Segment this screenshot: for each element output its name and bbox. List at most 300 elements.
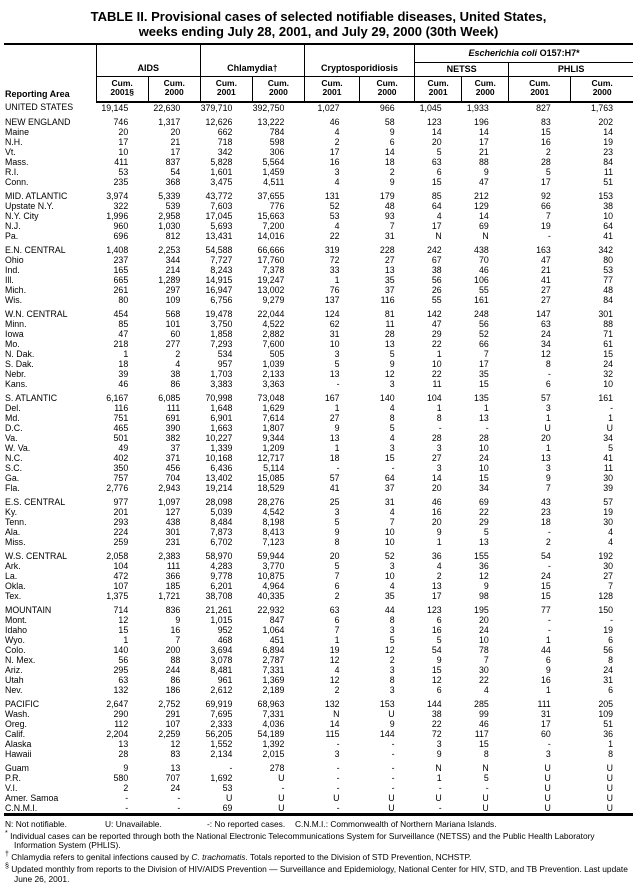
value-cell: 4 — [483, 684, 489, 695]
value-cell: 123 — [426, 604, 442, 615]
value-cell: 76 — [329, 284, 340, 295]
table-row — [4, 497, 633, 507]
reporting-area-cell: Conn. — [5, 176, 29, 187]
reporting-area-cell: W.S. CENTRAL — [5, 550, 68, 561]
reporting-area-cell: UNITED STATES — [5, 102, 74, 112]
value-cell: 13 — [431, 580, 442, 591]
value-cell: U — [278, 802, 285, 813]
value-cell: 3 — [334, 348, 340, 359]
value-cell: 41 — [541, 274, 551, 285]
value-cell: 24 — [541, 570, 551, 581]
value-cell: U — [544, 772, 551, 783]
value-cell: 6,702 — [210, 536, 233, 547]
value-cell: 8 — [389, 614, 395, 625]
table-row — [4, 739, 633, 749]
value-cell: 1 — [545, 442, 551, 453]
value-cell: 35 — [384, 274, 395, 285]
value-cell: 56 — [431, 274, 442, 285]
value-cell: 47 — [431, 318, 442, 329]
value-cell: 59,944 — [257, 550, 285, 561]
value-cell: 57 — [329, 472, 340, 483]
value-cell: 19 — [603, 506, 613, 517]
table-row — [4, 675, 633, 685]
value-cell: 99 — [478, 708, 489, 719]
value-cell: 28,098 — [205, 496, 233, 507]
value-cell: 20 — [431, 516, 442, 527]
value-cell: 9 — [389, 126, 395, 137]
value-cell: 3 — [334, 166, 340, 177]
value-cell: 47 — [118, 328, 129, 339]
value-cell: 784 — [269, 126, 285, 137]
value-cell: 6 — [436, 614, 442, 625]
value-cell: 6 — [334, 580, 340, 591]
value-cell: 38 — [170, 368, 181, 379]
value-cell: 46 — [478, 718, 489, 729]
value-cell: 4 — [175, 358, 181, 369]
value-cell: 64 — [384, 472, 395, 483]
value-cell: 10 — [478, 634, 489, 645]
value-cell: 1 — [334, 634, 340, 645]
value-cell: 6 — [436, 166, 442, 177]
value-cell: 22 — [329, 230, 340, 241]
reporting-area-cell: Tenn. — [5, 516, 27, 527]
value-cell: 297 — [165, 284, 181, 295]
value-cell: 53 — [329, 210, 340, 221]
value-cell: 25 — [329, 496, 340, 507]
value-cell: 5 — [389, 422, 395, 433]
value-cell: 8,413 — [262, 526, 285, 537]
value-cell: 27 — [431, 452, 442, 463]
table-row — [4, 157, 633, 167]
cum-header: Cum. 2001 — [415, 76, 462, 102]
value-cell: 21 — [170, 136, 181, 147]
value-cell: 21 — [478, 146, 489, 157]
value-cell: 179 — [379, 190, 395, 201]
value-cell: 13,222 — [257, 116, 285, 127]
value-cell: 2 — [123, 782, 129, 793]
value-cell: 38 — [431, 708, 442, 719]
value-cell: 19,478 — [205, 308, 233, 319]
value-cell: 1,552 — [210, 738, 233, 749]
value-cell: 44 — [541, 644, 551, 655]
value-cell: 104 — [113, 560, 129, 571]
cum-header: Cum. 2001 — [304, 76, 359, 102]
value-cell: 2,058 — [106, 550, 129, 561]
notifiable-diseases-table — [4, 43, 633, 816]
value-cell: 4,542 — [262, 506, 285, 517]
value-cell: 5,693 — [210, 220, 233, 231]
value-cell: 9 — [436, 654, 442, 665]
legend-unavailable: U: Unavailable. — [105, 818, 162, 829]
value-cell: 27 — [541, 284, 551, 295]
value-cell: 12,626 — [205, 116, 233, 127]
value-cell: N — [435, 762, 442, 773]
value-cell: 10 — [384, 570, 395, 581]
value-cell: 18,529 — [257, 482, 285, 493]
value-cell: - — [547, 526, 551, 537]
value-cell: 746 — [113, 116, 129, 127]
value-cell: 12 — [384, 644, 395, 655]
value-cell: 2,647 — [106, 698, 129, 709]
value-cell: 366 — [165, 570, 181, 581]
value-cell: 31 — [541, 708, 551, 719]
value-cell: - — [229, 762, 233, 773]
value-cell: 12 — [329, 674, 340, 685]
value-cell: 30 — [603, 516, 613, 527]
table-row — [4, 339, 633, 349]
value-cell: 6,085 — [158, 392, 181, 403]
table-row — [4, 517, 633, 527]
reporting-area-cell: S.C. — [5, 462, 23, 473]
value-cell: 68,963 — [257, 698, 285, 709]
value-cell: 665 — [113, 274, 129, 285]
value-cell: - — [485, 422, 489, 433]
value-cell: 47 — [541, 254, 551, 265]
value-cell: 278 — [269, 762, 285, 773]
value-cell: 112 — [114, 718, 129, 729]
table-row — [4, 749, 633, 759]
value-cell: 1 — [608, 738, 613, 749]
value-cell: 539 — [165, 200, 181, 211]
value-cell: 662 — [217, 126, 233, 137]
value-cell: 10 — [329, 338, 340, 349]
value-cell: 7 — [483, 348, 489, 359]
value-cell: 54,189 — [257, 728, 285, 739]
value-cell: 14 — [603, 126, 613, 137]
value-cell: 17 — [329, 146, 340, 157]
reporting-area-cell: D.C. — [5, 422, 23, 433]
value-cell: 17 — [170, 146, 181, 157]
value-cell: 718 — [217, 136, 233, 147]
value-cell: 13,402 — [205, 472, 233, 483]
group-header-aids: AIDS — [96, 62, 200, 76]
value-cell: 31 — [384, 230, 395, 241]
reporting-area-cell: Nev. — [5, 684, 23, 695]
reporting-area-cell: Amer. Samoa — [5, 792, 59, 803]
value-cell: 4 — [389, 580, 395, 591]
table-row — [4, 423, 633, 433]
value-cell: 966 — [379, 102, 395, 113]
ecoli-italic-label: Escherichia coli — [468, 48, 538, 59]
value-cell: 18 — [118, 358, 129, 369]
reporting-area-cell: Mass. — [5, 156, 29, 167]
value-cell: 7,293 — [210, 338, 233, 349]
value-cell: 1,648 — [210, 402, 233, 413]
table-row — [4, 443, 633, 453]
value-cell: 472 — [113, 570, 129, 581]
value-cell: 201 — [113, 506, 129, 517]
table-row — [4, 463, 633, 473]
value-cell: 757 — [113, 472, 129, 483]
value-cell: 10 — [431, 358, 442, 369]
table-row — [4, 255, 633, 265]
value-cell: U — [606, 422, 613, 433]
reporting-area-cell: S. ATLANTIC — [5, 392, 58, 403]
value-cell: U — [606, 792, 613, 803]
reporting-area-cell: NEW ENGLAND — [5, 116, 71, 127]
reporting-area-cell: Oreg. — [5, 718, 28, 729]
value-cell: 24 — [170, 782, 181, 793]
value-cell: 1,807 — [262, 422, 285, 433]
value-cell: 38,708 — [205, 590, 233, 601]
value-cell: 9 — [545, 664, 551, 675]
reporting-area-cell: Colo. — [5, 644, 26, 655]
value-cell: 31 — [329, 328, 340, 339]
value-cell: 3 — [545, 748, 551, 759]
value-cell: 1,064 — [262, 624, 285, 635]
value-cell: 28,276 — [257, 496, 285, 507]
value-cell: 5 — [436, 146, 442, 157]
reporting-area-cell: Kans. — [5, 378, 28, 389]
value-cell: 390 — [165, 422, 181, 433]
value-cell: 6 — [436, 684, 442, 695]
value-cell: 5 — [608, 442, 613, 453]
value-cell: 16,947 — [205, 284, 233, 295]
value-cell: 53 — [222, 782, 233, 793]
value-cell: 9 — [436, 526, 442, 537]
value-cell: 46 — [478, 264, 489, 275]
value-cell: 20 — [431, 136, 442, 147]
table-row — [4, 551, 633, 561]
reporting-area-cell: Ill. — [5, 274, 14, 285]
value-cell: 1 — [545, 684, 551, 695]
table-row — [4, 473, 633, 483]
value-cell: 5,339 — [158, 190, 181, 201]
value-cell: 29 — [478, 516, 489, 527]
value-cell: 71 — [603, 328, 613, 339]
reporting-area-cell: Alaska — [5, 738, 32, 749]
value-cell: 86 — [170, 378, 181, 389]
value-cell: 6,756 — [210, 294, 233, 305]
value-cell: 10 — [384, 536, 395, 547]
value-cell: 19 — [603, 136, 613, 147]
value-cell: 104 — [426, 392, 442, 403]
value-cell: 17 — [118, 136, 129, 147]
value-cell: 342 — [598, 244, 613, 255]
value-cell: 52 — [329, 200, 340, 211]
value-cell: 1,601 — [210, 166, 233, 177]
table-row — [4, 117, 633, 127]
value-cell: 2 — [389, 654, 395, 665]
value-cell: 7,123 — [262, 536, 285, 547]
value-cell: - — [177, 792, 181, 803]
value-cell: 46 — [118, 378, 129, 389]
value-cell: 301 — [598, 308, 613, 319]
value-cell: 51 — [603, 718, 613, 729]
value-cell: 28 — [478, 432, 489, 443]
value-cell: 277 — [165, 338, 181, 349]
value-cell: U — [278, 792, 285, 803]
value-cell: 291 — [165, 708, 181, 719]
value-cell: 49 — [118, 442, 129, 453]
value-cell: 2,383 — [158, 550, 181, 561]
value-cell: 2 — [175, 348, 181, 359]
value-cell: 195 — [474, 604, 489, 615]
value-cell: - — [610, 402, 613, 413]
value-cell: 83 — [541, 116, 551, 127]
legend-no-reported-cases: -: No reported cases. — [207, 818, 286, 829]
value-cell: U — [606, 802, 613, 813]
value-cell: 29 — [431, 328, 442, 339]
legend-row — [5, 819, 632, 829]
value-cell: 16 — [541, 674, 551, 685]
value-cell: 1,763 — [590, 102, 613, 113]
value-cell: 707 — [165, 772, 181, 783]
value-cell: 1,858 — [210, 328, 233, 339]
value-cell: 41 — [329, 482, 340, 493]
value-cell: 15 — [478, 378, 489, 389]
value-cell: 468 — [217, 634, 233, 645]
value-cell: 22 — [431, 368, 442, 379]
value-cell: 2,882 — [262, 328, 285, 339]
value-cell: 34 — [478, 482, 489, 493]
value-cell: 244 — [165, 664, 181, 675]
value-cell: 38 — [603, 200, 613, 211]
value-cell: 16 — [431, 624, 442, 635]
value-cell: 6,901 — [210, 412, 233, 423]
value-cell: 9,279 — [262, 294, 285, 305]
reporting-area-cell: R.I. — [5, 166, 19, 177]
value-cell: 3,078 — [210, 654, 233, 665]
table-row — [4, 729, 633, 739]
value-cell: - — [336, 762, 340, 773]
value-cell: 454 — [113, 308, 129, 319]
value-cell: 5 — [436, 634, 442, 645]
value-cell: 27 — [541, 294, 551, 305]
value-cell: 66 — [541, 200, 551, 211]
value-cell: 438 — [165, 516, 181, 527]
value-cell: 2,958 — [158, 210, 181, 221]
value-cell: 411 — [114, 156, 129, 167]
value-cell: 295 — [113, 664, 129, 675]
value-cell: 24 — [541, 328, 551, 339]
value-cell: 52 — [478, 328, 489, 339]
value-cell: 4,511 — [263, 176, 285, 187]
value-cell: 80 — [603, 254, 613, 265]
value-cell: 12 — [170, 738, 181, 749]
value-cell: 106 — [474, 274, 489, 285]
value-cell: 78 — [478, 644, 489, 655]
reporting-area-cell: Idaho — [5, 624, 28, 635]
page-title-line2: weeks ending July 28, 2001, and July 29, 2000 (30th Week) — [138, 24, 499, 39]
cum-header: Cum. 2000 — [252, 76, 304, 102]
value-cell: 22 — [431, 718, 442, 729]
value-cell: 72 — [431, 728, 442, 739]
value-cell: 73,048 — [257, 392, 285, 403]
value-cell: 64 — [603, 220, 613, 231]
value-cell: 17 — [431, 590, 442, 601]
value-cell: 60 — [170, 328, 181, 339]
table-row — [4, 803, 633, 815]
value-cell: 691 — [165, 412, 181, 423]
value-cell: 8 — [436, 412, 442, 423]
ecoli-rest-label: O157:H7* — [537, 48, 580, 59]
value-cell: 1,339 — [210, 442, 233, 453]
reporting-area-cell: W. Va. — [5, 442, 31, 453]
page-title — [0, 0, 637, 39]
value-cell: 7,331 — [262, 664, 285, 675]
reporting-area-cell: Vt. — [5, 146, 16, 157]
table-row — [4, 329, 633, 339]
value-cell: 1 — [436, 402, 442, 413]
value-cell: 62 — [329, 318, 340, 329]
value-cell: 15 — [603, 348, 613, 359]
value-cell: - — [391, 748, 395, 759]
value-cell: 20 — [118, 126, 129, 137]
value-cell: 51 — [603, 176, 613, 187]
value-cell: 9 — [483, 580, 489, 591]
value-cell: 598 — [269, 136, 285, 147]
footnote-section: § Updated monthly from reports to the Division of HIV/AIDS Prevention — Surveillance and Epidemiology, National Center for HIV, STD, and TB Prevention. Last update June 26, 2001. — [5, 863, 628, 884]
value-cell: 155 — [474, 550, 489, 561]
group-header-chlamydia: Chlamydia† — [200, 62, 304, 76]
value-cell: 1,996 — [106, 210, 129, 221]
value-cell: 2,787 — [262, 654, 285, 665]
value-cell: 5 — [389, 348, 395, 359]
value-cell: 15 — [478, 738, 489, 749]
value-cell: 293 — [113, 516, 129, 527]
value-cell: 84 — [603, 156, 613, 167]
value-cell: - — [336, 462, 340, 473]
value-cell: - — [391, 782, 395, 793]
reporting-area-cell: Calif. — [5, 728, 26, 739]
reporting-area-cell: N. Dak. — [5, 348, 35, 359]
value-cell: 161 — [598, 392, 613, 403]
value-cell: 15 — [384, 452, 395, 463]
value-cell: 8 — [389, 412, 395, 423]
value-cell: 1 — [608, 412, 613, 423]
value-cell: 24 — [603, 358, 613, 369]
table-row — [4, 773, 633, 783]
value-cell: N — [435, 230, 442, 241]
cum-header: Cum. 2001§ — [96, 76, 148, 102]
value-cell: 1 — [334, 402, 340, 413]
reporting-area-cell: N. Mex. — [5, 654, 36, 665]
reporting-area-cell: Mich. — [5, 284, 27, 295]
value-cell: 17 — [541, 176, 551, 187]
value-cell: 22 — [478, 506, 489, 517]
value-cell: - — [336, 802, 340, 813]
reporting-area-cell: Okla. — [5, 580, 26, 591]
table-row — [4, 615, 633, 625]
value-cell: 66 — [478, 338, 489, 349]
value-cell: 70 — [478, 254, 489, 265]
value-cell: 22,044 — [257, 308, 285, 319]
value-cell: 1,369 — [262, 674, 285, 685]
value-cell: 3 — [389, 378, 395, 389]
value-cell: 1 — [545, 634, 551, 645]
value-cell: 371 — [165, 452, 181, 463]
value-cell: 6,167 — [106, 392, 129, 403]
value-cell: 39 — [603, 482, 613, 493]
value-cell: - — [391, 772, 395, 783]
reporting-area-cell: Guam — [5, 762, 29, 773]
table-row — [4, 285, 633, 295]
value-cell: 109 — [598, 708, 613, 719]
value-cell: 21 — [541, 264, 551, 275]
value-cell: 3 — [436, 462, 442, 473]
value-cell: 147 — [536, 308, 551, 319]
table-row — [4, 655, 633, 665]
table-row — [4, 507, 633, 517]
value-cell: - — [547, 560, 551, 571]
table-row — [4, 719, 633, 729]
value-cell: 46 — [431, 496, 442, 507]
value-cell: 4,283 — [210, 560, 233, 571]
value-cell: 306 — [269, 146, 285, 157]
table-row — [4, 483, 633, 493]
value-cell: 5 — [334, 516, 340, 527]
